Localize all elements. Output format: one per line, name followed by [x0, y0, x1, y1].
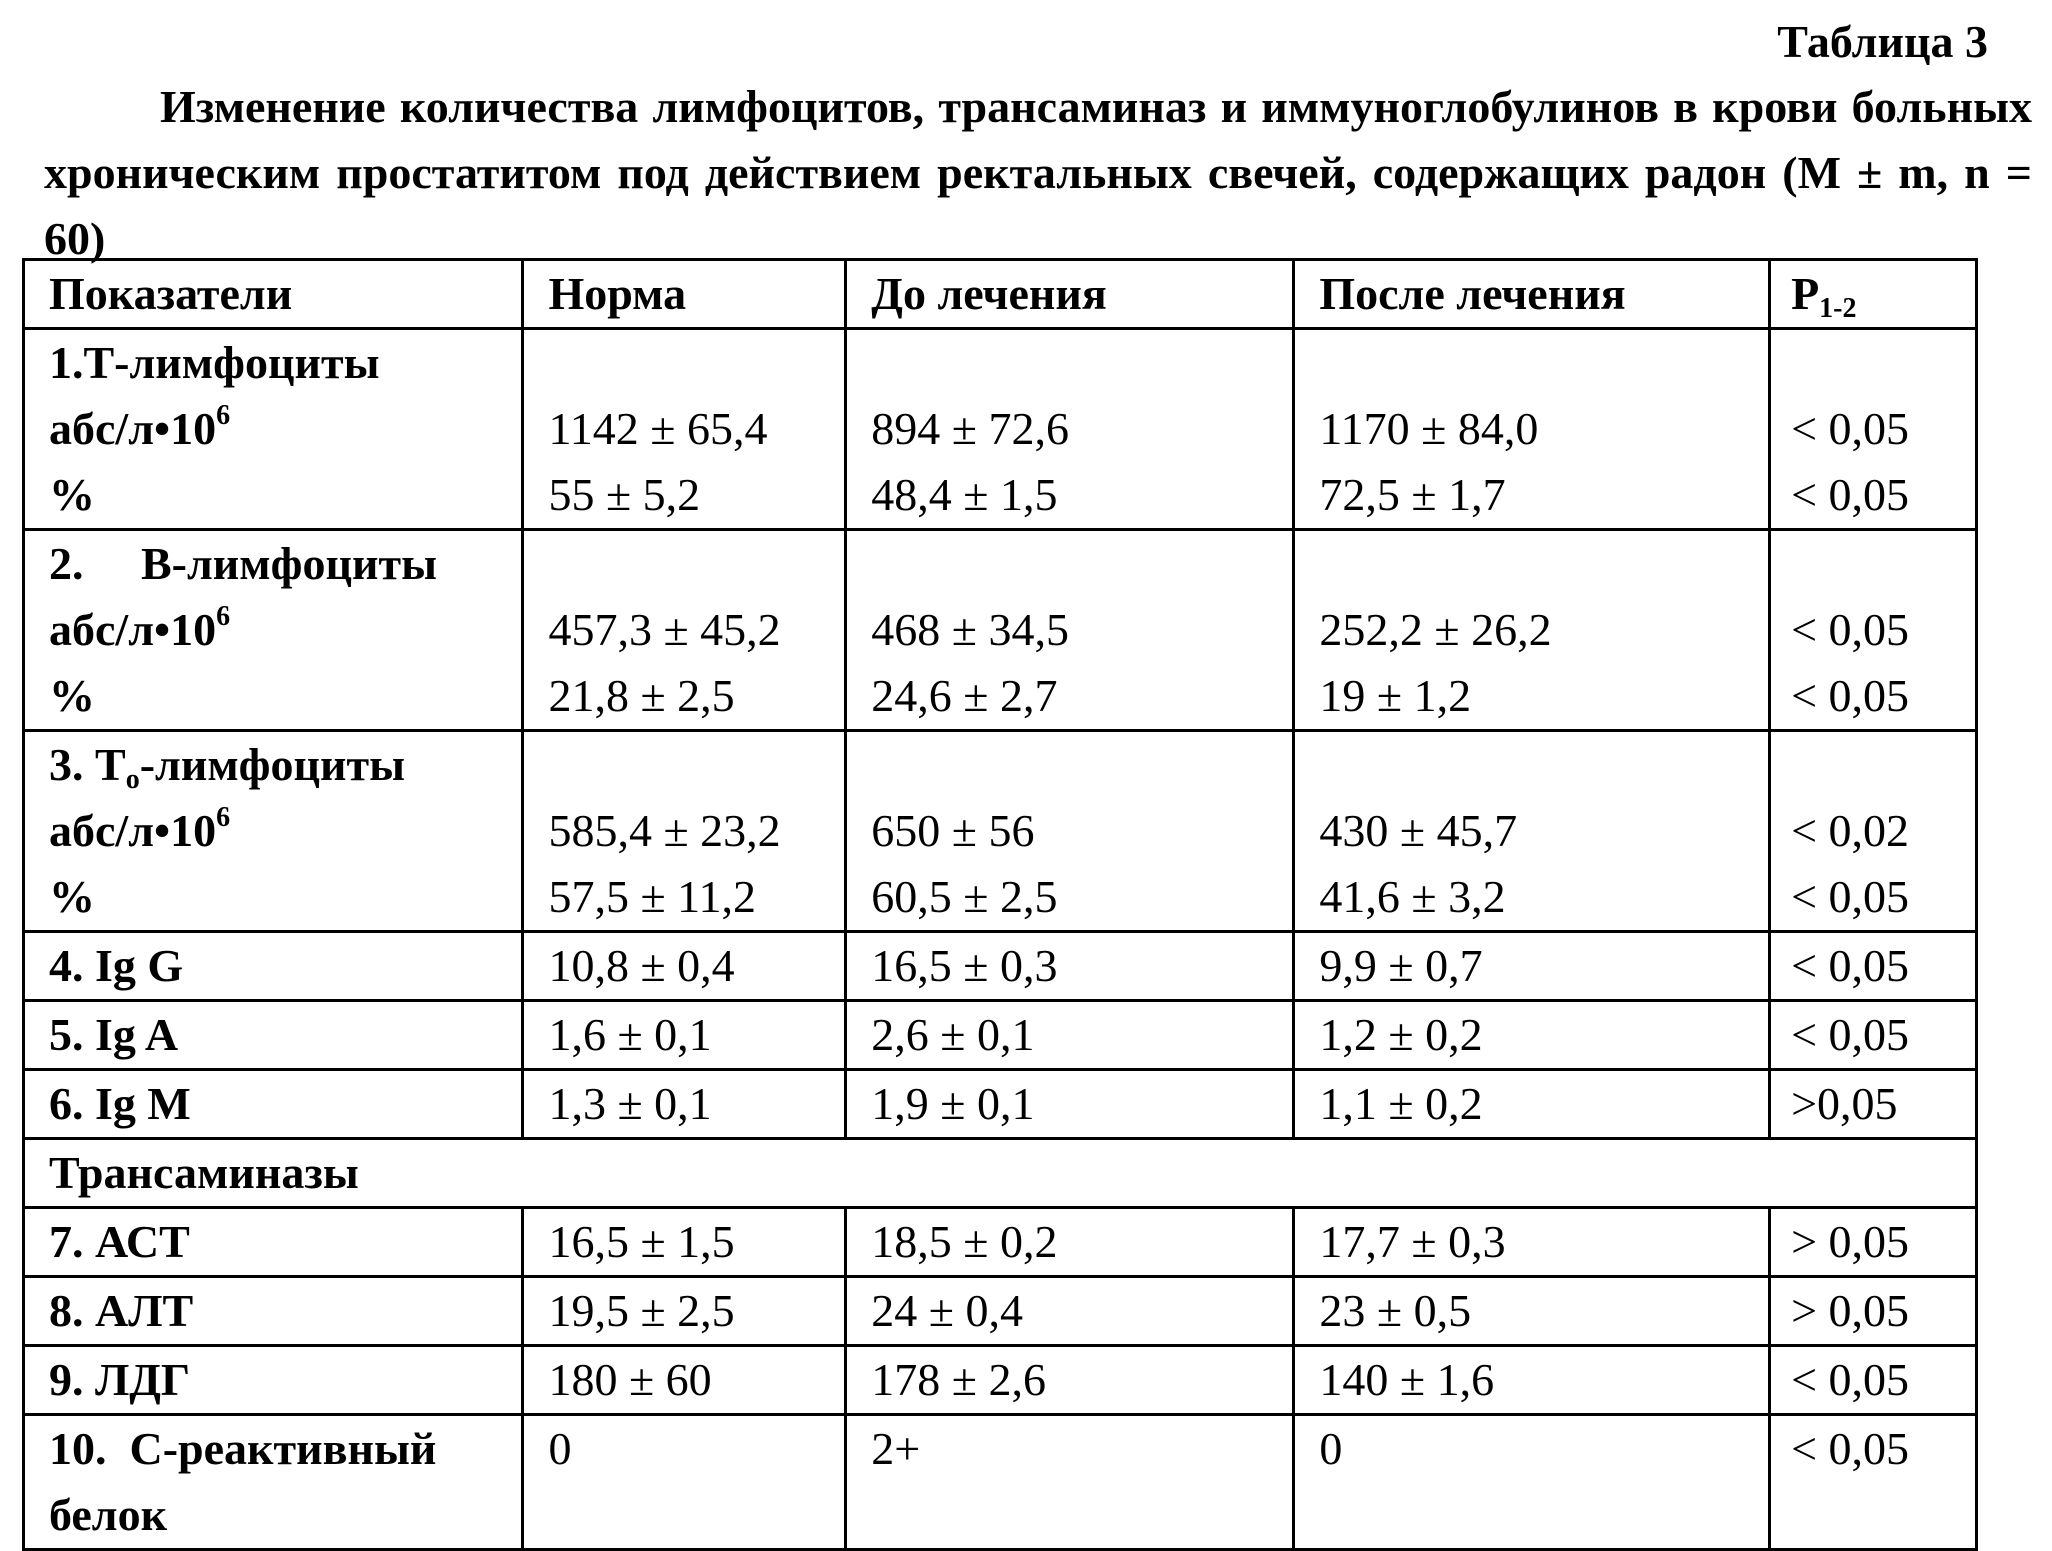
- after-cell: 1,1 ± 0,2: [1294, 1070, 1770, 1139]
- after-pct: 41,6 ± 3,2: [1319, 871, 1506, 922]
- unit-abs: [49, 597, 521, 663]
- before-cell: 2,6 ± 0,1: [846, 1001, 1294, 1070]
- unit-abs-text: абс/л•10: [49, 403, 217, 454]
- norm-cell: 16,5 ± 1,5: [523, 1208, 846, 1277]
- unit-abs-exponent: 6: [216, 802, 231, 833]
- p-abs: < 0,02: [1791, 805, 1910, 856]
- p-cell: [1770, 329, 1977, 530]
- group-title-subscript: о: [125, 764, 140, 795]
- before-pct: 60,5 ± 2,5: [871, 871, 1058, 922]
- section-title: Трансаминазы: [24, 1139, 1977, 1208]
- header-p-subscript: 1-2: [1819, 293, 1857, 324]
- norm-pct: 21,8 ± 2,5: [548, 670, 735, 721]
- table-row: [24, 932, 1977, 1001]
- table-row: [24, 1070, 1977, 1139]
- group-title: [49, 732, 521, 798]
- after-cell: 140 ± 1,6: [1294, 1346, 1770, 1415]
- after-cell: [1294, 329, 1770, 530]
- norm-cell: 19,5 ± 2,5: [523, 1277, 846, 1346]
- unit-abs: [49, 396, 521, 462]
- group-title: 1.Т-лимфоциты: [49, 337, 380, 388]
- after-cell: [1294, 530, 1770, 731]
- before-abs: 468 ± 34,5: [871, 604, 1070, 655]
- before-pct: 24,6 ± 2,7: [871, 670, 1058, 721]
- results-table: [22, 258, 1978, 1551]
- row-label: 8. АЛТ: [24, 1277, 523, 1346]
- group-title-prefix: 3. Т: [49, 739, 126, 790]
- table-row: [24, 329, 1977, 530]
- header-after: После лечения: [1294, 260, 1770, 329]
- row-label: 5. Ig A: [24, 1001, 523, 1070]
- row-label-line1: 10. С-реактивный: [49, 1423, 437, 1474]
- before-cell: [846, 530, 1294, 731]
- row-label: 6. Ig M: [24, 1070, 523, 1139]
- p-abs: < 0,05: [1791, 604, 1910, 655]
- before-abs: 650 ± 56: [871, 805, 1035, 856]
- p-cell: > 0,05: [1770, 1208, 1977, 1277]
- unit-abs-exponent: 6: [216, 601, 231, 632]
- p-pct: < 0,05: [1791, 469, 1910, 520]
- table-number: Таблица 3: [1777, 16, 1988, 67]
- after-abs: 1170 ± 84,0: [1319, 403, 1539, 454]
- norm-cell: [523, 731, 846, 932]
- norm-abs: 1142 ± 65,4: [548, 403, 768, 454]
- row-label: 4. Ig G: [24, 932, 523, 1001]
- table-row: [24, 1415, 1977, 1550]
- after-cell: [1294, 731, 1770, 932]
- unit-abs-exponent: 6: [216, 400, 231, 431]
- group-title: 2. В-лимфоциты: [49, 538, 437, 589]
- table-row: [24, 731, 1977, 932]
- unit-percent: %: [49, 670, 95, 721]
- after-cell: 23 ± 0,5: [1294, 1277, 1770, 1346]
- before-cell: [846, 329, 1294, 530]
- norm-cell: 10,8 ± 0,4: [523, 932, 846, 1001]
- norm-cell: [523, 530, 846, 731]
- p-cell: > 0,05: [1770, 1277, 1977, 1346]
- before-abs: 894 ± 72,6: [871, 403, 1070, 454]
- after-abs: 252,2 ± 26,2: [1319, 604, 1552, 655]
- table-row: [24, 530, 1977, 731]
- table-row: [24, 1208, 1977, 1277]
- after-cell: 1,2 ± 0,2: [1294, 1001, 1770, 1070]
- row-label: 9. ЛДГ: [24, 1346, 523, 1415]
- p-abs: < 0,05: [1791, 403, 1910, 454]
- table-row: [24, 1001, 1977, 1070]
- p-cell: < 0,05: [1770, 932, 1977, 1001]
- before-cell: [846, 731, 1294, 932]
- row-label: 7. АСТ: [24, 1208, 523, 1277]
- table-row: [24, 1346, 1977, 1415]
- unit-abs: [49, 798, 521, 864]
- after-cell: 0: [1294, 1415, 1770, 1550]
- group-title-suffix: -лимфоциты: [139, 739, 405, 790]
- unit-percent: %: [49, 871, 95, 922]
- group-label: [24, 731, 523, 932]
- table-row: [24, 1277, 1977, 1346]
- table-caption: Изменение количества лимфоцитов, трансаминаз и иммуноглобулинов в крови больных хроническим простатитом под действием ректальных свечей, содержащих радон (М ± m, n = 60): [44, 81, 2032, 264]
- norm-abs: 585,4 ± 23,2: [548, 805, 781, 856]
- p-pct: < 0,05: [1791, 871, 1910, 922]
- before-cell: 18,5 ± 0,2: [846, 1208, 1294, 1277]
- after-pct: 72,5 ± 1,7: [1319, 469, 1506, 520]
- norm-cell: [523, 329, 846, 530]
- header-indicator: Показатели: [24, 260, 523, 329]
- after-abs: 430 ± 45,7: [1319, 805, 1518, 856]
- header-p-base: Р: [1791, 268, 1820, 319]
- after-cell: 9,9 ± 0,7: [1294, 932, 1770, 1001]
- before-cell: 24 ± 0,4: [846, 1277, 1294, 1346]
- before-cell: 16,5 ± 0,3: [846, 932, 1294, 1001]
- after-cell: 17,7 ± 0,3: [1294, 1208, 1770, 1277]
- group-label: [24, 329, 523, 530]
- p-cell: < 0,05: [1770, 1001, 1977, 1070]
- header-row: [24, 260, 1977, 329]
- row-label-line2: белок: [49, 1489, 168, 1540]
- unit-abs-text: абс/л•10: [49, 604, 217, 655]
- p-cell: < 0,05: [1770, 1415, 1977, 1550]
- norm-cell: 1,3 ± 0,1: [523, 1070, 846, 1139]
- norm-pct: 57,5 ± 11,2: [548, 871, 756, 922]
- unit-abs-text: абс/л•10: [49, 805, 217, 856]
- p-cell: >0,05: [1770, 1070, 1977, 1139]
- p-cell: < 0,05: [1770, 1346, 1977, 1415]
- norm-cell: 180 ± 60: [523, 1346, 846, 1415]
- norm-pct: 55 ± 5,2: [548, 469, 701, 520]
- header-p: [1770, 260, 1977, 329]
- norm-cell: 1,6 ± 0,1: [523, 1001, 846, 1070]
- section-row: [24, 1139, 1977, 1208]
- norm-cell: 0: [523, 1415, 846, 1550]
- header-before: До лечения: [846, 260, 1294, 329]
- row-label: [24, 1415, 523, 1550]
- before-cell: 2+: [846, 1415, 1294, 1550]
- unit-percent: %: [49, 469, 95, 520]
- before-cell: 178 ± 2,6: [846, 1346, 1294, 1415]
- after-pct: 19 ± 1,2: [1319, 670, 1472, 721]
- norm-abs: 457,3 ± 45,2: [548, 604, 781, 655]
- header-norm: Норма: [523, 260, 846, 329]
- before-pct: 48,4 ± 1,5: [871, 469, 1058, 520]
- p-cell: [1770, 731, 1977, 932]
- group-label: [24, 530, 523, 731]
- p-pct: < 0,05: [1791, 670, 1910, 721]
- before-cell: 1,9 ± 0,1: [846, 1070, 1294, 1139]
- p-cell: [1770, 530, 1977, 731]
